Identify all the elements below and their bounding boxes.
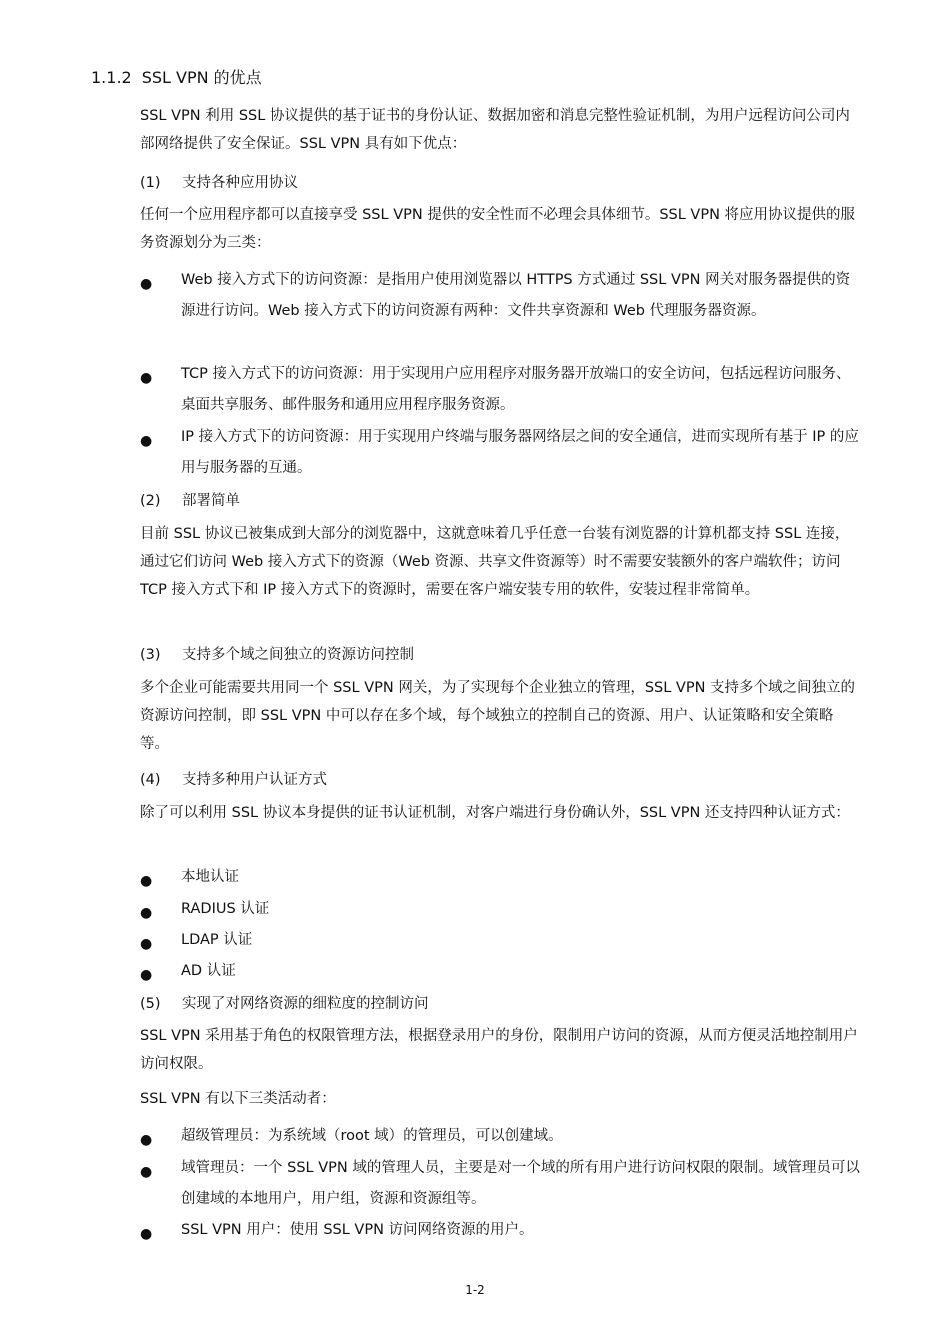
bullet-domain-admin xyxy=(140,1153,860,1215)
bullet-text: SSL VPN 用户：使用 SSL VPN 访问网络资源的用户。 xyxy=(181,1222,534,1238)
bullet-icon: ● xyxy=(140,1226,153,1242)
item-number: (1) xyxy=(140,175,161,191)
bullet-icon: ● xyxy=(140,967,153,983)
bullet-ldap-auth xyxy=(140,925,860,956)
bullet-text: IP 接入方式下的访问资源：用于实现用户终端与服务器网络层之间的安全通信，进而实现所有基于 IP 的应用与服务器的互通。 xyxy=(181,429,859,476)
item-title: 支持多个域之间独立的资源访问控制 xyxy=(182,647,414,663)
numbered-item-5 xyxy=(140,992,860,1016)
paragraph-role-based: SSL VPN 采用基于角色的权限管理方法，根据登录用户的身份，限制用户访问的资源，从而方便灵活地控制用户访问权限。 xyxy=(140,1028,858,1072)
bullet-icon: ● xyxy=(140,905,153,921)
bullet-tcp-access xyxy=(140,359,860,421)
section-number: 1.1.2 xyxy=(91,68,132,87)
bullet-vpn-user xyxy=(140,1215,860,1246)
numbered-item-3 xyxy=(140,643,860,667)
bullet-local-auth xyxy=(140,862,860,893)
bullet-icon: ● xyxy=(140,276,153,292)
item-number: (5) xyxy=(140,996,161,1012)
numbered-item-4 xyxy=(140,768,860,792)
bullet-icon: ● xyxy=(140,433,153,449)
bullet-icon: ● xyxy=(140,873,153,889)
bullet-icon: ● xyxy=(140,1164,153,1180)
paragraph-multi-domain: 多个企业可能需要共用同一个 SSL VPN 网关，为了实现每个企业独立的管理，SSL VPN 支持多个域之间独立的资源访问控制，即 SSL VPN 中可以存在多个域，每个域独立的控制自己的资源、用户、认证策略和安全策略等。 xyxy=(140,680,856,752)
bullet-text: AD 认证 xyxy=(181,963,236,979)
item-number: (4) xyxy=(140,772,161,788)
numbered-item-2 xyxy=(140,489,860,513)
bullet-ad-auth xyxy=(140,956,860,987)
bullet-text: 超级管理员：为系统域（root 域）的管理员，可以创建域。 xyxy=(181,1128,563,1144)
bullet-icon: ● xyxy=(140,936,153,952)
item-title: 部署简单 xyxy=(182,493,240,509)
paragraph-actors: SSL VPN 有以下三类活动者： xyxy=(140,1091,336,1107)
paragraph-deployment: 目前 SSL 协议已被集成到大部分的浏览器中，这就意味着几乎任意一台装有浏览器的计算机都支持 SSL 连接，通过它们访问 Web 接入方式下的资源（Web 资源、共享文件资源等）时不需要安装额外的客户端软件；访问 TCP 接入方式下和 IP 接入方式下的资源时，需要在客户端安装专用的软件，安装过程非常简单。 xyxy=(140,526,850,598)
paragraph-authentication: 除了可以利用 SSL 协议本身提供的证书认证机制，对客户端进行身份确认外，SSL VPN 还支持四种认证方式： xyxy=(140,805,850,821)
bullet-super-admin xyxy=(140,1121,860,1152)
numbered-item-1 xyxy=(140,171,860,195)
bullet-web-access xyxy=(140,265,860,327)
bullet-text: 域管理员：一个 SSL VPN 域的管理人员，主要是对一个域的所有用户进行访问权限的限制。域管理员可以创建域的本地用户，用户组，资源和资源组等。 xyxy=(181,1160,860,1207)
bullet-ip-access xyxy=(140,422,860,484)
paragraph-app-protocols: 任何一个应用程序都可以直接享受 SSL VPN 提供的安全性而不必理会具体细节。SSL VPN 将应用协议提供的服务资源划分为三类： xyxy=(140,207,856,251)
bullet-text: Web 接入方式下的访问资源：是指用户使用浏览器以 HTTPS 方式通过 SSL VPN 网关对服务器提供的资源进行访问。Web 接入方式下的访问资源有两种：文件共享资源和 Web 代理服务器资源。 xyxy=(181,272,851,319)
bullet-icon: ● xyxy=(140,370,153,386)
item-title: 支持各种应用协议 xyxy=(182,175,298,191)
section-title: SSL VPN 的优点 xyxy=(141,68,262,87)
bullet-text: LDAP 认证 xyxy=(181,932,253,948)
item-title: 实现了对网络资源的细粒度的控制访问 xyxy=(182,996,429,1012)
bullet-text: 本地认证 xyxy=(181,869,239,885)
bullet-icon: ● xyxy=(140,1132,153,1148)
intro-paragraph: SSL VPN 利用 SSL 协议提供的基于证书的身份认证、数据加密和消息完整性验证机制，为用户远程访问公司内部网络提供了安全保证。SSL VPN 具有如下优点： xyxy=(140,108,850,152)
bullet-text: RADIUS 认证 xyxy=(181,901,270,917)
section-heading xyxy=(91,66,262,90)
item-title: 支持多种用户认证方式 xyxy=(182,772,327,788)
bullet-text: TCP 接入方式下的访问资源：用于实现用户应用程序对服务器开放端口的安全访问，包括远程访问服务、桌面共享服务、邮件服务和通用应用程序服务资源。 xyxy=(181,366,851,413)
item-number: (2) xyxy=(140,493,161,509)
page-number: 1-2 xyxy=(465,1283,485,1297)
bullet-radius-auth xyxy=(140,894,860,925)
item-number: (3) xyxy=(140,647,161,663)
